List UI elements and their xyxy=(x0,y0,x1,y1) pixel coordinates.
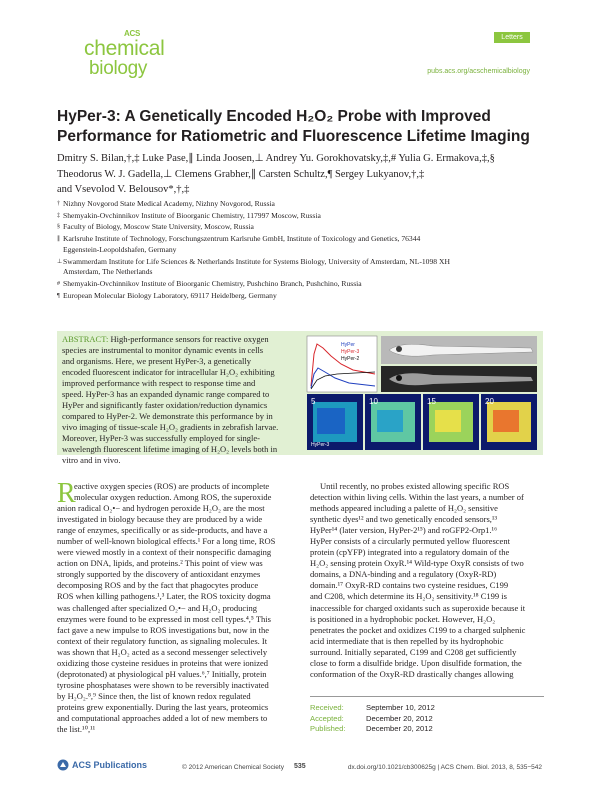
affiliation-mark: † xyxy=(57,201,60,207)
body-line: HyPer¹⁴ (later version, HyPer-2¹⁵) and roGFP2-Orp1.¹⁶ xyxy=(310,525,498,536)
article-dates xyxy=(310,696,544,735)
body-line: domain.¹⁷ OxyR-RD contains two cysteine residues, C199 xyxy=(310,580,509,591)
ratio-panel xyxy=(307,394,363,450)
body-line: fact gave a new impulse to ROS investigations but, now in the xyxy=(57,624,269,635)
logo-word-biology: biology xyxy=(89,58,148,79)
body-line: decomposing ROS and by the fact that phagocytes produce xyxy=(57,580,259,591)
panel-label: HyPer-3 xyxy=(311,442,330,448)
affiliation-mark: ‡ xyxy=(57,212,60,219)
affiliation-text: Eggenstein-Leopoldshafen, Germany xyxy=(63,244,177,254)
abstract-box xyxy=(57,331,543,465)
affiliation-text: Shemyakin-Ovchinnikov Institute of Bioorganic Chemistry, Pushchino Branch, Pushchino, Russia xyxy=(63,278,362,288)
logo-acs: ACS xyxy=(124,29,140,38)
body-column-right xyxy=(310,481,544,680)
date-published xyxy=(310,724,544,735)
abstract-first-line: High-performance sensors for reactive oxygen xyxy=(108,334,269,344)
author-line: Theodorus W. J. Gadella,⊥ Clemens Grabher,∥ Carsten Schultz,¶ Sergey Lukyanov,†,‡ xyxy=(57,168,425,180)
date-label: Accepted: xyxy=(310,713,344,723)
body-line: proteins grew exponentially. During the last years, proteomics xyxy=(57,701,269,712)
abstract-line xyxy=(62,334,300,345)
abstract-line: vitro and in vivo. xyxy=(62,455,121,465)
body-line: the list.¹⁰,¹¹ xyxy=(57,724,96,735)
body-line: (deprotonated) at physiological pH values.⁶,⁷ Initially, protein xyxy=(57,668,267,679)
body-line: and C208, which determine its H₂O₂ sensitivity.¹⁸ C199 is xyxy=(310,591,507,602)
affiliation xyxy=(57,199,547,210)
body-line: protein (cpYFP) integrated into a regulatory domain of the xyxy=(310,547,510,558)
abstract-line: Moreover, HyPer-3 was successfully employed for single- xyxy=(62,433,261,443)
body-line: surround. Initially separated, C199 and C208 get sufficiently xyxy=(310,646,517,657)
body-line: close to form a disulfide bridge. Upon disulfide formation, the xyxy=(310,657,522,668)
drop-cap: R xyxy=(57,478,76,509)
abstract-label: ABSTRACT: xyxy=(62,334,109,344)
body-line: anion radical O₂•− and hydrogen peroxide H₂O₂ are the most xyxy=(57,503,265,514)
affiliation-text: Faculty of Biology, Moscow State University, Moscow, Russia xyxy=(63,222,254,232)
legend-hyper2: HyPer-2 xyxy=(341,356,360,362)
author-line: and Vsevolod V. Belousov*,†,‡ xyxy=(57,184,190,195)
body-line: HyPer consists of a circularly permuted yellow fluorescent xyxy=(310,536,510,547)
body-line: domains, a DNA-binding and a regulatory (OxyR-RD) xyxy=(310,569,497,580)
body-line: synthetic dyes¹² and two genetically encoded sensors,¹³ xyxy=(310,514,497,525)
panel-time: 5 xyxy=(311,397,316,406)
abstract-line: wavelength fluorescent lifetime imaging of H₂O₂ levels both in xyxy=(62,444,278,454)
date-received xyxy=(310,703,544,714)
doi-citation[interactable]: dx.doi.org/10.1021/cb300625g | ACS Chem. Biol. 2013, 8, 535−542 xyxy=(347,764,542,771)
affiliation-mark: # xyxy=(57,280,60,287)
copyright: © 2012 American Chemical Society xyxy=(182,764,284,771)
body-line: is positioned in a hydrophobic pocket. However, H₂O₂ xyxy=(310,613,496,624)
date-label: Received: xyxy=(310,703,344,712)
body-line: context of their regulatory function, as signaling molecules. It xyxy=(57,635,268,646)
body-line: ROS when killing pathogens.¹,³ Later, the ROS toxicity dogma xyxy=(57,591,271,602)
zebrafish-eye-top xyxy=(396,346,402,352)
body-line: was shown that H₂O₂ acted as a second messenger selectively xyxy=(57,646,268,657)
body-line: investigated in biology because they are produced by a wide xyxy=(57,514,263,525)
article-title xyxy=(57,107,547,147)
panel-time: 10 xyxy=(369,397,378,406)
body-line: number of well-known biological effects.¹ For a long time, ROS xyxy=(57,536,276,547)
abstract-text xyxy=(62,334,300,466)
toc-graphic xyxy=(305,334,539,452)
page-number: 535 xyxy=(294,763,306,770)
author-list xyxy=(57,151,547,198)
affiliation xyxy=(57,222,547,233)
body-line: conformation of the OxyR-RD drastically changes allowing xyxy=(310,668,514,679)
body-line: strongly supported by the discovery of antioxidant enzymes xyxy=(57,569,261,580)
body-line: eactive oxygen species (ROS) are products of incomplete xyxy=(74,481,270,491)
author-line: Dmitry S. Bilan,†,‡ Luke Pase,∥ Linda Joosen,⊥ Andrey Yu. Gorokhovatsky,‡,# Yulia G. Ermakova,‡,§ xyxy=(57,153,495,164)
body-line: and computational approaches added a lot of new members to xyxy=(57,712,268,723)
logo-word-chemical: chemical xyxy=(84,37,165,60)
article-type-badge: Letters xyxy=(494,32,530,43)
acs-publications-logo xyxy=(57,759,147,771)
panel-time: 15 xyxy=(427,397,436,406)
affiliation-mark: ¶ xyxy=(57,292,60,299)
date-value: September 10, 2012 xyxy=(366,703,435,712)
affiliation-mark: ⊥ xyxy=(57,258,63,265)
journal-logo xyxy=(84,29,165,79)
body-line: oxidizing those cysteine residues in proteins that were ionized xyxy=(57,657,269,668)
body-line: was challenged after specialized O₂•− and H₂O₂ producing xyxy=(57,602,258,613)
panel-time: 20 xyxy=(485,397,494,406)
date-label: Published: xyxy=(310,724,346,733)
affiliation-text: Karlsruhe Institute of Technology, Forschungszentrum Karlsruhe GmbH, Institute of Toxicology and Genetics, 76344 xyxy=(63,234,421,244)
title-line: HyPer-3: A Genetically Encoded H₂O₂ Probe with Improved xyxy=(57,108,491,125)
affiliation xyxy=(57,234,547,255)
body-line: molecular oxygen reduction. Among ROS, the superoxide xyxy=(74,492,272,503)
publisher-name: ACS Publications xyxy=(72,760,148,770)
abstract-line: compared to HyPer-2. We demonstrate this performance by in xyxy=(62,411,273,421)
abstract-line: species are instrumental to monitor dynamic events in cells xyxy=(62,345,264,355)
abstract-line: speed. HyPer-3 has an expanded dynamic range compared to xyxy=(62,389,270,399)
affiliation xyxy=(57,279,547,290)
body-line: H₂O₂ sensing protein OxyR.¹⁴ Wild-type OxyR consists of two xyxy=(310,558,524,569)
zebrafish-eye-bottom xyxy=(396,375,402,381)
body-line: by H₂O₂.⁸,⁹ Since then, the list of known redox regulated xyxy=(57,690,251,701)
body-line: were viewed mostly in a context of their nonspecific damaging xyxy=(57,547,272,558)
date-value: December 20, 2012 xyxy=(366,724,433,733)
date-accepted xyxy=(310,714,544,725)
affiliation-text: Amsterdam, The Netherlands xyxy=(63,267,153,277)
body-line: tyrosine phosphatases were shown to be reversibly inactivated xyxy=(57,679,269,690)
affiliations xyxy=(57,199,547,302)
abstract-line: improved performance with respect to response time and xyxy=(62,378,256,388)
affiliation-mark: ∥ xyxy=(57,236,60,243)
abstract-line: encoded fluorescent indicator for intracellular H₂O₂ exhibiting xyxy=(62,367,275,377)
ratio-panel xyxy=(481,394,537,450)
body-line: range of enzymes, specifically or as side-products, and have a xyxy=(57,525,268,536)
body-column-left xyxy=(57,478,291,735)
body-line: action on DNA, lipids, and proteins.² This point of view was xyxy=(57,558,263,569)
body-line: penetrates the pocket and oxidizes C199 to a charged sulphenic xyxy=(310,624,526,635)
affiliation xyxy=(57,211,547,222)
title-line: Performance for Ratiometric and Fluorescence Lifetime Imaging xyxy=(57,128,530,145)
affiliation xyxy=(57,291,547,302)
ratio-panel xyxy=(423,394,479,450)
body-line: inaccessible for charged oxidants such as superoxide because it xyxy=(310,602,526,613)
body-line: detection within living cells. Within the last years, a number of xyxy=(310,492,524,503)
legend-hyper: HyPer xyxy=(341,342,355,348)
acs-logo-icon xyxy=(57,759,69,771)
affiliation-text: Swammerdam Institute for Life Sciences & Netherlands Institute for Systems Biology, University of Amsterdam, NL-1098 XH xyxy=(63,256,450,266)
ratio-panel xyxy=(365,394,421,450)
abstract-line: and organisms. Here, we present HyPer-3, a genetically xyxy=(62,356,251,366)
page-footer xyxy=(0,758,600,778)
body-line: enzymes were found to be expressed in most cell types.⁴,⁵ This xyxy=(57,613,271,624)
journal-url[interactable]: pubs.acs.org/acschemicalbiology xyxy=(427,68,530,75)
affiliation-text: Nizhny Novgorod State Medical Academy, Nizhny Novgorod, Russia xyxy=(63,199,275,208)
affiliation-mark: § xyxy=(57,224,60,231)
abstract-line: HyPer and significantly faster oxidation/reduction dynamics xyxy=(62,400,268,410)
affiliation-text: Shemyakin-Ovchinnikov Institute of Bioorganic Chemistry, 117997 Moscow, Russia xyxy=(63,210,321,220)
abstract-line: vivo imaging of tissue-scale H₂O₂ gradients in zebrafish larvae. xyxy=(62,422,279,432)
date-value: December 20, 2012 xyxy=(366,713,433,723)
legend-hyper3: HyPer-3 xyxy=(341,349,360,355)
body-line: methods appeared including a palette of H₂O₂ sensitive xyxy=(310,503,498,514)
body-line: acid intermediate that is then repelled by its hydrophobic xyxy=(310,635,504,646)
affiliation-text: European Molecular Biology Laboratory, 69117 Heidelberg, Germany xyxy=(63,290,277,300)
affiliation xyxy=(57,257,547,278)
body-line: Until recently, no probes existed allowing specific ROS xyxy=(320,481,510,491)
